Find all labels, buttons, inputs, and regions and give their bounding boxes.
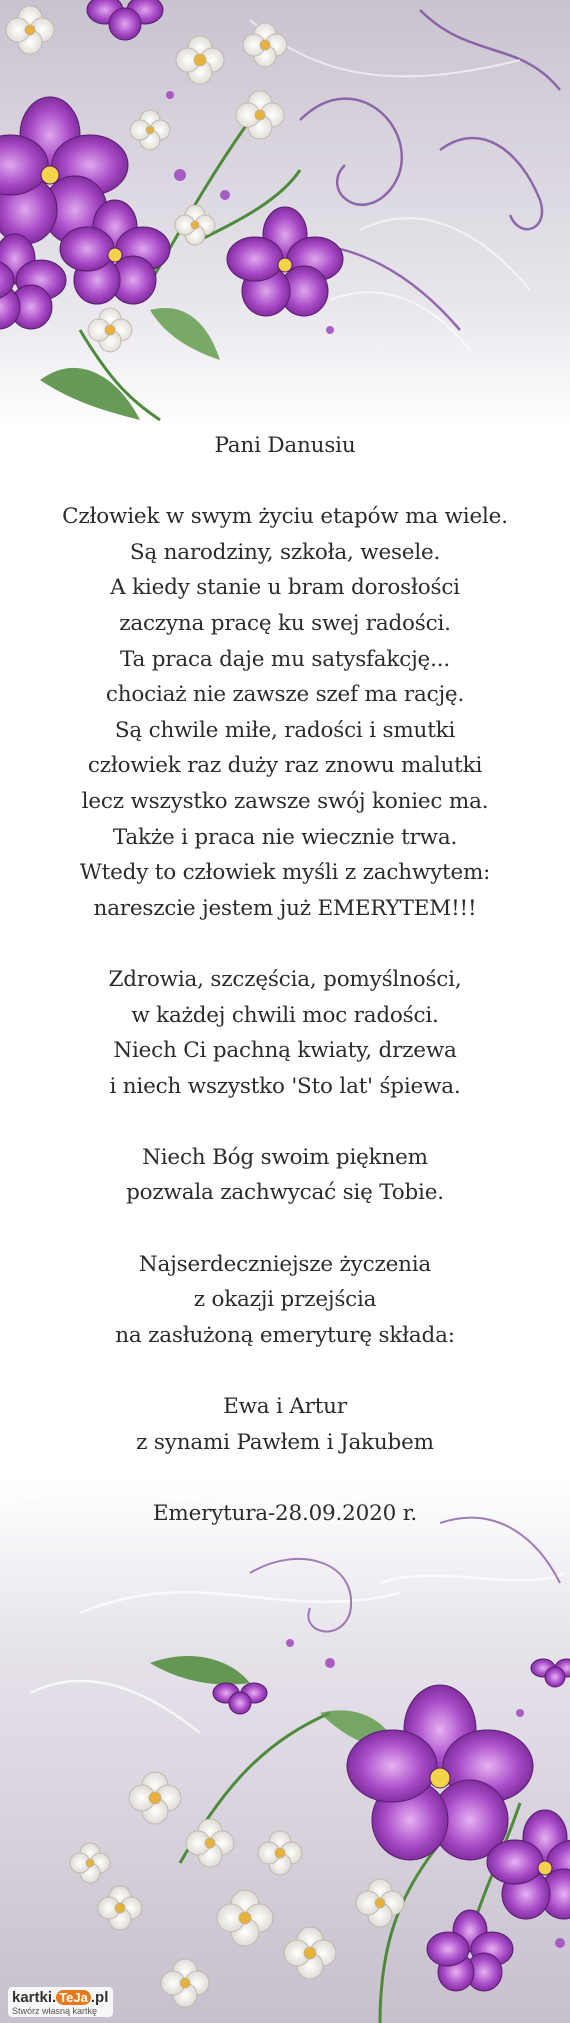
wish-line: Zdrowia, szczęścia, pomyślności, [108, 966, 462, 992]
verse-line: Są narodziny, szkoła, wesele. [129, 539, 441, 565]
signature-line: z synami Pawłem i Jakubem [136, 1429, 434, 1455]
wish-line: Niech Ci pachną kwiaty, drzewa [113, 1038, 457, 1064]
blessing-line: Niech Bóg swoim pięknem [142, 1144, 428, 1170]
logo-name-suffix: .pl [90, 1989, 109, 2006]
date-line: Emerytura-28.09.2020 r. [152, 1500, 418, 1526]
dedication-line: z okazji przejścia [193, 1287, 377, 1313]
verse-line: zaczyna pracę ku swej radości. [119, 610, 451, 636]
blessing-line: pozwala zachwycać się Tobie. [126, 1180, 444, 1206]
logo-badge: TeJa [56, 1990, 91, 2005]
verse-line: Wtedy to człowiek myśli z zachwytem: [79, 860, 491, 886]
dedication-line: na zasłużoną emeryturę składa: [115, 1322, 455, 1348]
verse-line: człowiek raz duży raz znowu malutki [87, 753, 483, 779]
verse-line: lecz wszystko zawsze swój koniec ma. [81, 788, 489, 814]
verse-line: Człowiek w swym życiu etapów ma wiele. [62, 504, 508, 530]
logo-tagline: Stwórz własną kartkę [12, 2006, 98, 2016]
kartki-logo[interactable] [8, 1987, 113, 2017]
verse-line: Są chwile miłe, radości i smutki [114, 717, 456, 743]
bottom-floral-decoration [0, 1463, 570, 2023]
top-floral-decoration [0, 0, 570, 460]
logo-name-prefix: kartki. [12, 1989, 57, 2006]
verse-line: Ta praca daje mu satysfakcję... [120, 646, 450, 672]
signature-line: Ewa i Artur [223, 1394, 347, 1420]
verse-line: A kiedy stanie u bram dorosłości [110, 575, 460, 601]
logo-wordmark [12, 1989, 108, 2006]
wish-line: w każdej chwili moc radości. [131, 1002, 439, 1028]
blank-line [30, 1211, 540, 1247]
card-message [30, 428, 540, 1531]
blank-line [30, 1104, 540, 1140]
dedication-line: Najserdeczniejsze życzenia [138, 1251, 432, 1277]
verse-line: Także i praca nie wiecznie trwa. [112, 824, 458, 850]
blank-line [30, 926, 540, 962]
verse-line: nareszcie jestem już EMERYTEM!!! [93, 895, 477, 921]
greeting-line: Pani Danusiu [214, 433, 356, 458]
verse-line: chociaż nie zawsze szef ma rację. [105, 682, 465, 708]
blank-line [30, 1353, 540, 1389]
wish-line: i niech wszystko 'Sto lat' śpiewa. [109, 1073, 461, 1099]
blank-line [30, 464, 540, 500]
